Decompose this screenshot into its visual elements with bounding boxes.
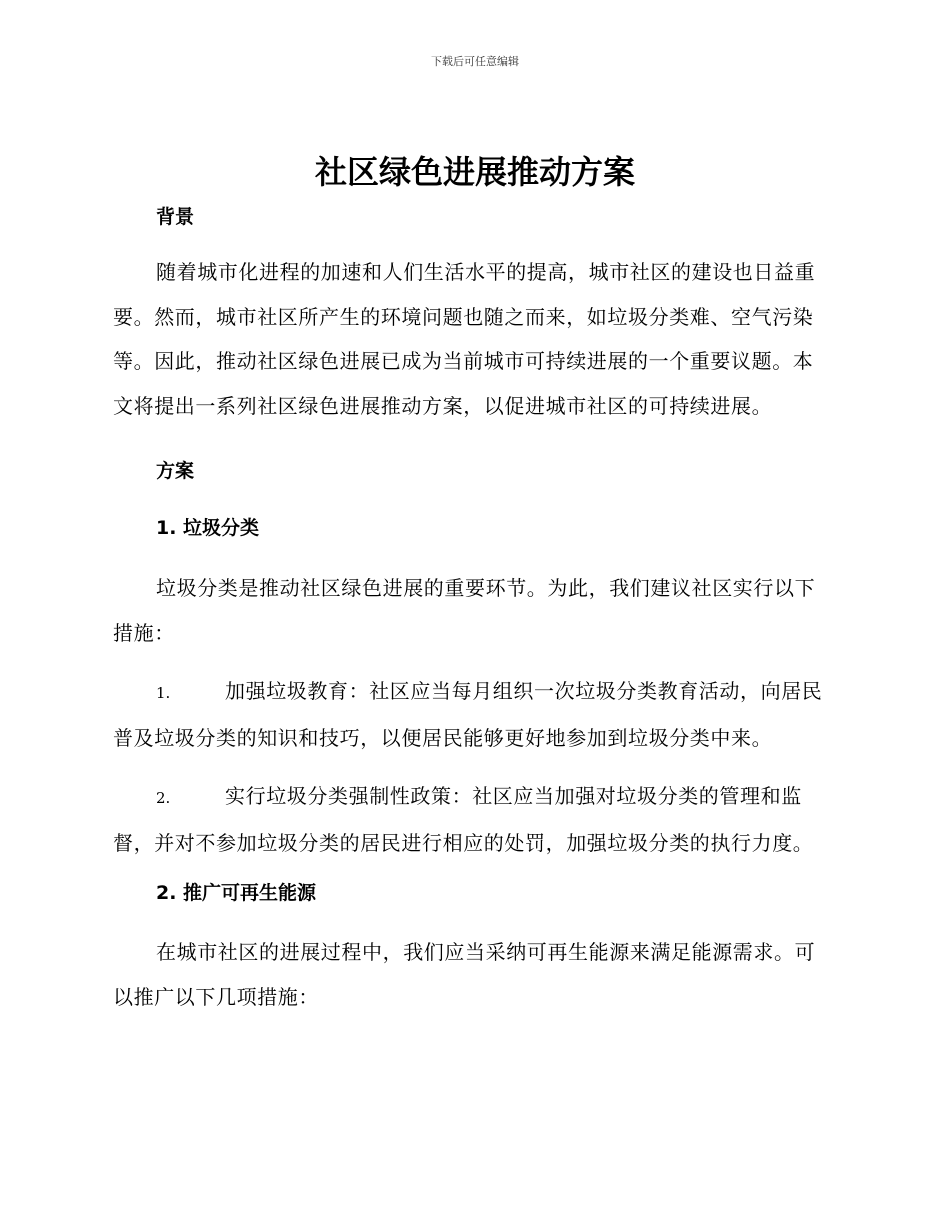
background-paragraph: 随着城市化进程的加速和人们生活水平的提高，城市社区的建设也日益重要。然而，城市社区所产生的环境问题也随之而来，如垃圾分类难、空气污染等。因此，推动社区绿色进展已成为当前城市可持续进展的一个重要议题。本文将提出一系列社区绿色进展推动方案，以促进城市社区的可持续进展。 xyxy=(113,260,816,418)
list-item-text: 加强垃圾教育：社区应当每月组织一次垃圾分类教育活动，向居民普及垃圾分类的知识和技巧，以便居民能够更好地参加到垃圾分类中来。 xyxy=(113,679,823,750)
page-header: 下载后可任意编辑 xyxy=(431,55,519,68)
plan-heading: 方案 xyxy=(156,460,195,482)
renewable-energy-intro: 在城市社区的进展过程中，我们应当采纳可再生能源来满足能源需求。可以推广以下几项措施： xyxy=(113,940,816,1009)
list-item-number: 1. xyxy=(156,684,171,702)
list-item xyxy=(113,669,831,760)
background-heading: 背景 xyxy=(156,206,195,228)
list-item-number: 2. xyxy=(156,789,171,807)
list-item-text: 实行垃圾分类强制性政策：社区应当加强对垃圾分类的管理和监督，并对不参加垃圾分类的居民进行相应的处罚，加强垃圾分类的执行力度。 xyxy=(113,784,814,855)
garbage-sorting-intro: 垃圾分类是推动社区绿色进展的重要环节。为此，我们建议社区实行以下措施： xyxy=(113,576,816,645)
list-item xyxy=(113,774,831,865)
document-title: 社区绿色进展推动方案 xyxy=(314,153,635,191)
section-heading-garbage-sorting: 1. 垃圾分类 xyxy=(156,517,260,539)
document-body xyxy=(113,204,831,1019)
section-heading-renewable-energy: 2. 推广可再生能源 xyxy=(156,882,317,904)
